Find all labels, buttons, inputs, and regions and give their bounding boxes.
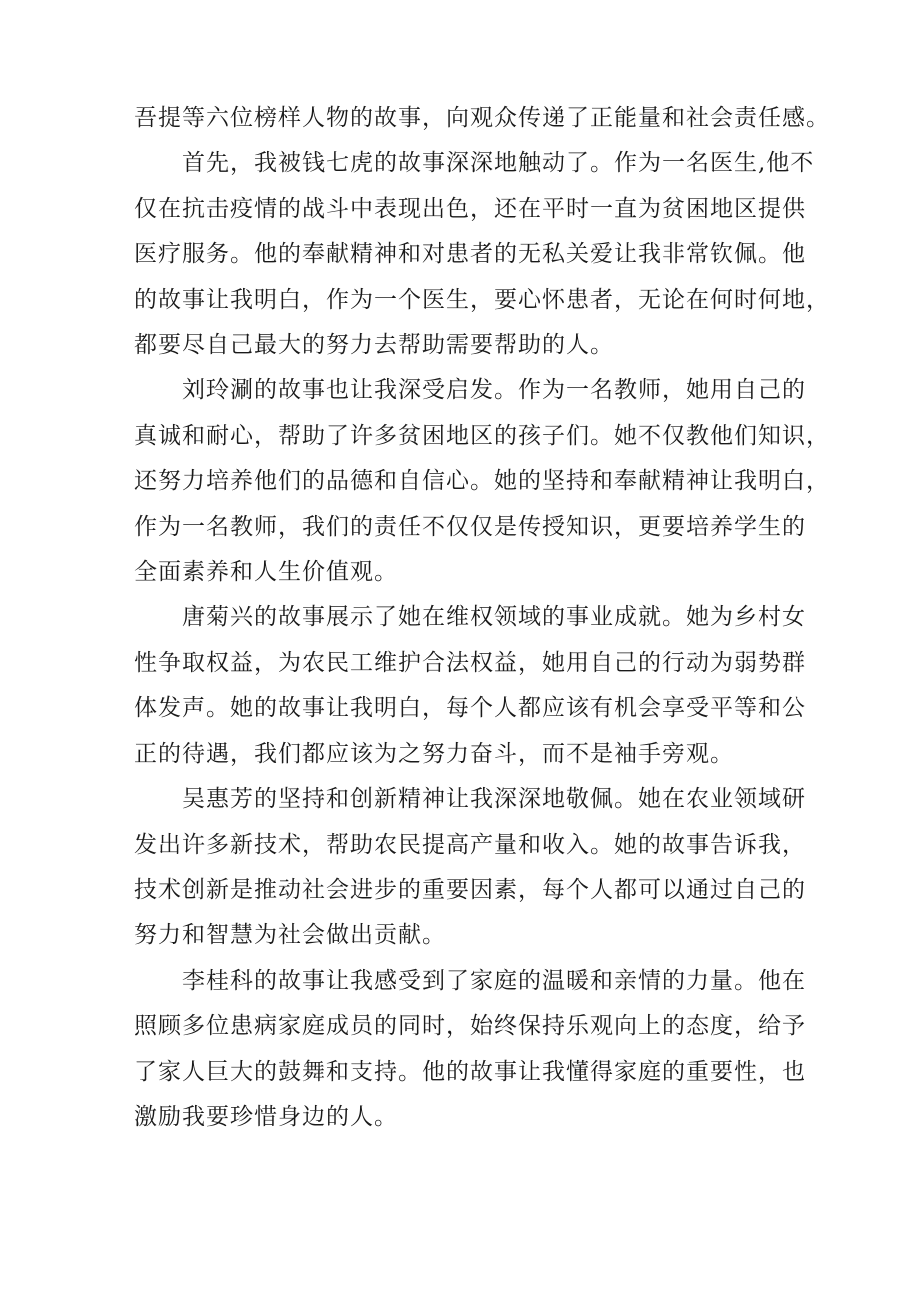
document-body	[134, 96, 830, 1140]
paragraph-start-line: 李桂科的故事让我感受到了家庭的温暖和亲情的力量。他在	[182, 967, 806, 994]
text-line: 吾提等六位榜样人物的故事，向观众传递了正能量和社会责任感。	[134, 105, 830, 131]
paragraph-start-line: 刘玲涮的故事也让我深受启发。作为一名教师，她用自己的	[182, 377, 806, 404]
text-line: 作为一名教师，我们的责任不仅仅是传授知识，更要培养学生的	[134, 513, 806, 540]
text-line: 发出许多新技术，帮助农民提高产量和收入。她的故事告诉我，	[134, 831, 806, 858]
text-line: 都要尽自己最大的努力去帮助需要帮助的人。	[134, 332, 614, 359]
text-line: 技术创新是推动社会进步的重要因素，每个人都可以通过自己的	[134, 876, 806, 903]
text-line: 努力和智慧为社会做出贡献。	[134, 922, 446, 949]
text-line: 医疗服务。他的奉献精神和对患者的无私关爱让我非常钦佩。他	[134, 241, 806, 268]
text-line: 激励我要珍惜身边的人。	[134, 1103, 398, 1130]
paragraph-start-line: 唐菊兴的故事展示了她在维权领域的事业成就。她为乡村女	[182, 604, 806, 631]
paragraph-start-line: 首先，我被钱七虎的故事深深地触动了。作为一名医生,他不	[182, 150, 815, 177]
text-line: 照顾多位患病家庭成员的同时，始终保持乐观向上的态度，给予	[134, 1013, 806, 1040]
text-line: 性争取权益，为农民工维护合法权益，她用自己的行动为弱势群	[134, 649, 806, 676]
text-line: 仅在抗击疫情的战斗中表现出色，还在平时一直为贫困地区提供	[134, 195, 806, 222]
text-line: 还努力培养他们的品德和自信心。她的坚持和奉献精神让我明白，	[134, 468, 830, 495]
text-line: 正的待遇，我们都应该为之努力奋斗，而不是袖手旁观。	[134, 740, 734, 767]
text-line: 真诚和耐心，帮助了许多贫困地区的孩子们。她不仅教他们知识，	[134, 422, 830, 449]
text-line: 了家人巨大的鼓舞和支持。他的故事让我懂得家庭的重要性，也	[134, 1058, 806, 1085]
paragraph-start-line: 吴惠芳的坚持和创新精神让我深深地敬佩。她在农业领域研	[182, 786, 806, 813]
text-line: 的故事让我明白，作为一个医生，要心怀患者，无论在何时何地，	[134, 286, 830, 313]
text-line: 体发声。她的故事让我明白，每个人都应该有机会享受平等和公	[134, 695, 806, 722]
text-line: 全面素养和人生价值观。	[134, 559, 398, 586]
